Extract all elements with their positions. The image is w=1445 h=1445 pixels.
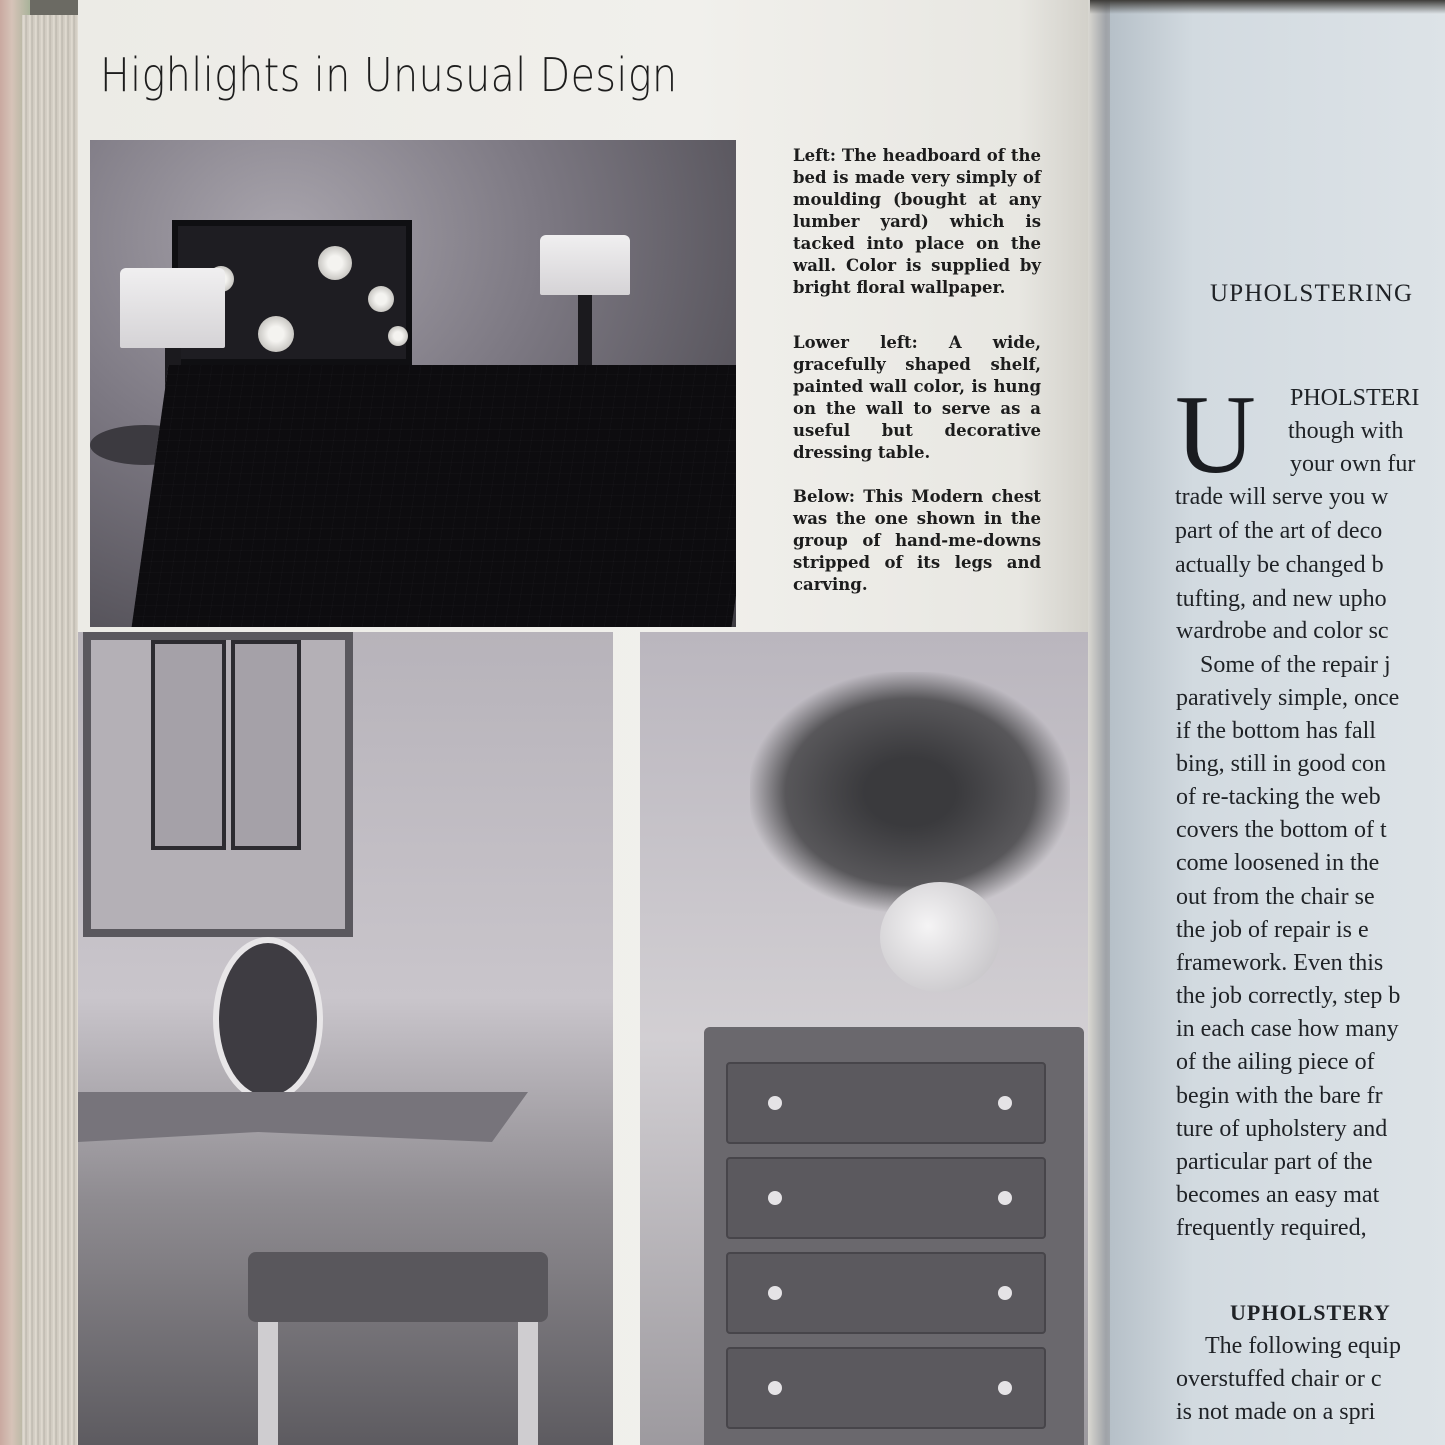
body-line: out from the chair se [1176, 884, 1375, 910]
body-line: frequently required, [1176, 1215, 1367, 1241]
knob [768, 1191, 782, 1205]
leafy-plant [750, 672, 1070, 912]
shaped-shelf [78, 1092, 528, 1142]
photo-modern-chest [640, 632, 1100, 1445]
caption-lead: Below: [793, 487, 856, 506]
body-line: if the bottom has fall [1176, 718, 1376, 744]
rose-motif [258, 316, 294, 352]
caption-text: A wide, gracefully shaped shelf, painted wall color, is hung on the wall to serve as a useful but decorative dressing table. [793, 333, 1041, 462]
window-pane [231, 640, 301, 850]
knob [768, 1096, 782, 1110]
rose-motif [318, 246, 352, 280]
page-top-shadow [1090, 0, 1445, 14]
body-line: PHOLSTERI [1290, 385, 1420, 411]
caption-below [793, 486, 1041, 596]
body-line: actually be changed b [1175, 552, 1384, 578]
stool-seat [248, 1252, 548, 1322]
body-line: trade will serve you w [1175, 484, 1389, 510]
body-line: the job of repair is e [1176, 917, 1369, 943]
caption-lead: Lower left: [793, 333, 918, 352]
body-line: of re-tacking the web [1176, 784, 1381, 810]
four-drawer-chest [704, 1027, 1084, 1445]
knob [768, 1286, 782, 1300]
photo-dressing-shelf [78, 632, 613, 1445]
stool-leg [258, 1322, 278, 1445]
caption-left [793, 145, 1041, 299]
body-line: covers the bottom of t [1176, 817, 1387, 843]
body-line: is not made on a spri [1176, 1399, 1376, 1425]
drawer [726, 1157, 1046, 1239]
body-line: overstuffed chair or c [1176, 1366, 1382, 1392]
body-line: part of the art of deco [1175, 518, 1383, 544]
body-line: becomes an easy mat [1176, 1182, 1380, 1208]
drop-cap: U [1175, 373, 1256, 497]
caption-text: The headboard of the bed is made very simply of moulding (bought at any lumber yard) which is tacked into place on the wall. Color is supplied by bright floral wallpaper. [793, 146, 1041, 297]
body-line: bing, still in good con [1176, 751, 1386, 777]
body-line: The following equip [1205, 1333, 1401, 1359]
lamp-left [120, 268, 225, 348]
body-line: tufting, and new upho [1176, 586, 1387, 612]
section-heading: UPHOLSTERY [1230, 1300, 1391, 1325]
body-line: paratively simple, once [1176, 685, 1400, 711]
knob [768, 1381, 782, 1395]
oval-mirror [213, 937, 323, 1102]
chapter-heading: UPHOLSTERING [1210, 280, 1414, 307]
photo-bed-headboard [90, 140, 736, 627]
lamp-right [540, 235, 630, 295]
caption-lead: Left: [793, 146, 836, 165]
body-line: of the ailing piece of [1176, 1049, 1375, 1075]
stool-leg [518, 1322, 538, 1445]
knob [998, 1096, 1012, 1110]
rose-motif [368, 286, 394, 312]
body-line: begin with the bare fr [1176, 1083, 1383, 1109]
right-page [1110, 0, 1445, 1445]
plaid-bedspread [132, 365, 736, 627]
knob [998, 1286, 1012, 1300]
caption-lower-left [793, 332, 1041, 464]
page-title: Highlights in Unusual Design [100, 48, 678, 102]
decorative-window-frame [83, 632, 353, 937]
caption-text: This Modern chest was the one shown in the group of hand-me-downs stripped of its legs and carving. [793, 487, 1041, 594]
glass-vase [880, 882, 1000, 992]
rose-motif [388, 326, 408, 346]
body-line: framework. Even this [1176, 950, 1384, 976]
drawer [726, 1062, 1046, 1144]
body-line: come loosened in the [1176, 850, 1380, 876]
body-line: Some of the repair j [1200, 652, 1391, 678]
body-line: though with [1288, 418, 1404, 444]
knob [998, 1191, 1012, 1205]
page-stack-edge [22, 15, 80, 1445]
body-line: your own fur [1290, 451, 1416, 477]
body-line: in each case how many [1176, 1016, 1399, 1042]
body-line: the job correctly, step b [1176, 983, 1401, 1009]
drawer [726, 1252, 1046, 1334]
body-line: ture of upholstery and [1176, 1116, 1388, 1142]
body-line: particular part of the [1176, 1149, 1373, 1175]
drawer [726, 1347, 1046, 1429]
body-line: wardrobe and color sc [1176, 618, 1389, 644]
window-pane [151, 640, 226, 850]
knob [998, 1381, 1012, 1395]
left-page [78, 0, 1100, 1445]
stool [248, 1252, 548, 1445]
lamp-right-base [578, 295, 592, 365]
